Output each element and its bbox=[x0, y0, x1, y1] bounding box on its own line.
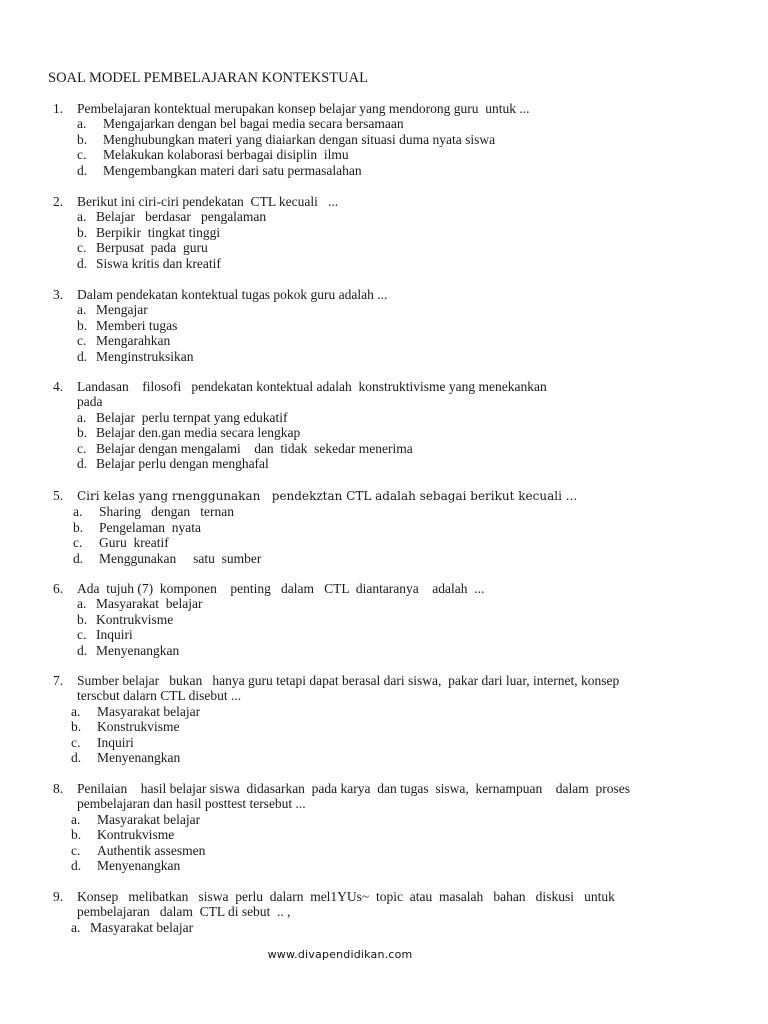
question-8 bbox=[53, 781, 630, 873]
question-text-continuation: pada bbox=[77, 394, 103, 410]
question-text: Ciri kelas yang rnenggunakan pendekztan CTL adalah sebagai berikut kecuali ... bbox=[77, 489, 578, 503]
option-c: c. Inquiri bbox=[77, 627, 133, 643]
question-1 bbox=[53, 101, 530, 178]
question-text-continuation: terscbut dalarn CTL disebut ... bbox=[77, 688, 242, 704]
question-text: Penilaian hasil belajar siswa didasarkan pada karya dan tugas siswa, kernampuan dalam proses bbox=[77, 781, 630, 796]
question-number: 1. bbox=[53, 101, 64, 116]
option-c: c. Guru kreatif bbox=[73, 535, 169, 551]
document-title: SOAL MODEL PEMBELAJARAN KONTEKSTUAL bbox=[48, 70, 368, 86]
question-number: 2. bbox=[53, 194, 64, 209]
option-a: a. Belajar perlu ternpat yang edukatif bbox=[77, 409, 288, 425]
footer-website: www.divapendidikan.com bbox=[267, 948, 413, 961]
option-c: c. Belajar dengan mengalami dan tidak sekedar menerima bbox=[77, 440, 413, 456]
question-text: Konsep melibatkan siswa perlu dalarn mel1YUs~ topic atau masalah bahan diskusi untuk bbox=[77, 889, 615, 904]
question-text-continuation: pembelajaran dalam CTL di sebut .. , bbox=[77, 904, 291, 920]
question-number: 9. bbox=[53, 889, 64, 904]
option-b: b. Pengelaman nyata bbox=[73, 519, 201, 535]
question-6 bbox=[53, 581, 484, 658]
question-text-continuation: pembelajaran dan hasil posttest tersebut ... bbox=[77, 796, 306, 812]
option-a: a. Masyarakat belajar bbox=[71, 811, 201, 827]
option-d: d. Menggunakan satu sumber bbox=[73, 550, 262, 566]
option-d: d. Siswa kritis dan kreatif bbox=[77, 255, 221, 271]
option-a: a. Mengajarkan dengan bel bagai media secara bersamaan bbox=[77, 116, 404, 132]
question-text: Landasan filosofi pendekatan kontektual adalah konstruktivisme yang menekankan bbox=[77, 379, 547, 394]
option-d: d. Belajar perlu dengan menghafal bbox=[77, 456, 269, 472]
option-d: d. Mengembangkan materi dari satu permasalahan bbox=[77, 162, 362, 178]
question-text: Ada tujuh (7) komponen penting dalam CTL diantaranya adalah ... bbox=[77, 581, 485, 596]
option-a: a. Belajar berdasar pengalaman bbox=[77, 209, 267, 225]
option-b: b. Konstrukvisme bbox=[71, 719, 180, 735]
question-number: 7. bbox=[53, 673, 64, 688]
option-b: b. Belajar den.gan media secara lengkap bbox=[77, 425, 301, 441]
option-a: a. Masyarakat belajar bbox=[77, 596, 203, 612]
question-2 bbox=[53, 194, 338, 271]
question-number: 4. bbox=[53, 379, 64, 394]
option-c: c. Inquiri bbox=[71, 734, 134, 750]
option-a: a. Sharing dengan ternan bbox=[73, 504, 234, 520]
question-text: Pembelajaran kontektual merupakan konsep belajar yang mendorong guru untuk ... bbox=[77, 101, 530, 116]
question-3 bbox=[53, 287, 387, 364]
question-number: 6. bbox=[53, 581, 64, 596]
question-9 bbox=[53, 889, 615, 935]
question-text: Berikut ini ciri-ciri pendekatan CTL kecuali ... bbox=[77, 194, 339, 209]
option-b: b. Memberi tugas bbox=[77, 317, 178, 333]
option-d: d. Menyenangkan bbox=[71, 858, 181, 874]
option-c: c. Melakukan kolaborasi berbagai disiplin ilmu bbox=[77, 147, 349, 163]
option-c: c. Authentik assesmen bbox=[71, 842, 206, 858]
question-text: Dalam pendekatan kontektual tugas pokok guru adalah ... bbox=[77, 287, 388, 302]
question-number: 8. bbox=[53, 781, 64, 796]
option-c: c. Mengarahkan bbox=[77, 333, 171, 349]
question-number: 3. bbox=[53, 287, 64, 302]
option-d: d. Menyenangkan bbox=[77, 642, 180, 658]
option-a: a. Masyarakat belajar bbox=[71, 919, 194, 935]
option-c: c. Berpusat pada guru bbox=[77, 240, 208, 256]
option-b: b. Berpikir tingkat tinggi bbox=[77, 224, 221, 240]
question-7 bbox=[53, 673, 619, 765]
option-d: d. Menginstruksikan bbox=[77, 348, 194, 364]
question-text: Sumber belajar bukan hanya guru tetapi dapat berasal dari siswa, pakar dari luar, internet, konsep bbox=[77, 673, 620, 688]
option-b: b. Kontrukvisme bbox=[71, 827, 175, 843]
question-5 bbox=[53, 488, 577, 566]
option-a: a. Masyarakat belajar bbox=[71, 703, 201, 719]
option-d: d. Menyenangkan bbox=[71, 750, 181, 766]
question-number: 5. bbox=[53, 488, 64, 503]
option-a: a. Mengajar bbox=[77, 302, 148, 318]
option-b: b. Kontrukvisme bbox=[77, 611, 174, 627]
option-b: b. Menghubungkan materi yang diaiarkan dengan situasi duma nyata siswa bbox=[77, 131, 496, 147]
question-4 bbox=[53, 379, 547, 471]
